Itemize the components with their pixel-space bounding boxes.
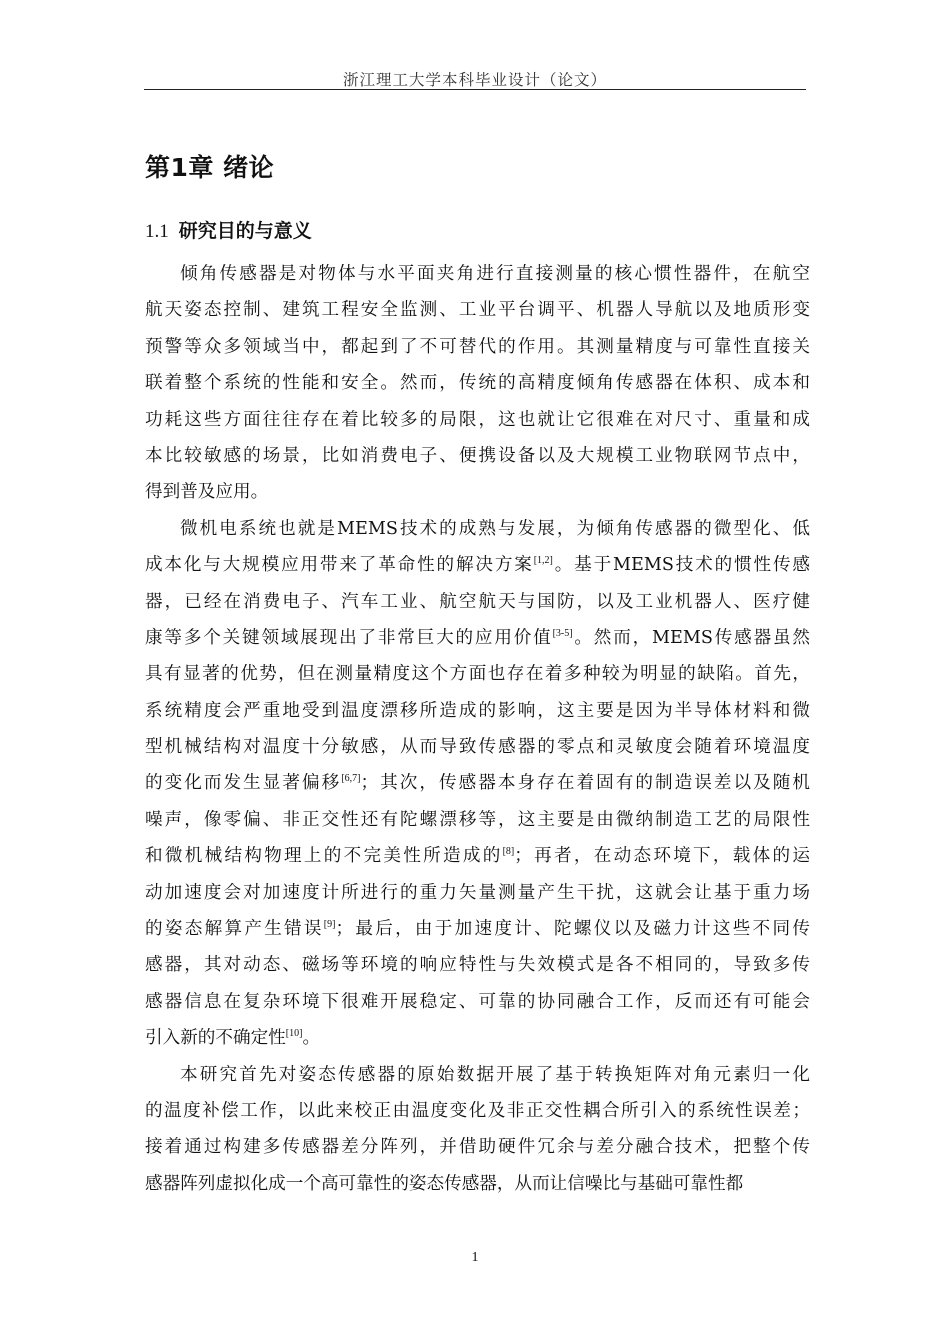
line-text: 的变化而发生显著偏移 bbox=[145, 773, 342, 794]
citation-marker: [6,7] bbox=[341, 773, 361, 785]
running-header: 浙江理工大学本科毕业设计（论文） bbox=[342, 71, 607, 89]
line-text: 感器，其对动态、磁场等环境的响应特性与失效模式是各不相同的，导致多传 bbox=[145, 955, 810, 976]
line-text: 感器信息在复杂环境下很难开展稳定、可靠的协同融合工作，反而还有可能会 bbox=[145, 991, 810, 1012]
line-text: 航天姿态控制、建筑工程安全监测、工业平台调平、机器人导航以及地质形变 bbox=[145, 300, 810, 321]
paragraph-line bbox=[145, 656, 810, 692]
paragraph-line bbox=[145, 292, 810, 328]
paragraph-line bbox=[145, 1129, 810, 1165]
paragraph-line bbox=[145, 438, 810, 474]
header-divider bbox=[144, 89, 806, 90]
line-text: 成本化与大规模应用带来了革命性的解决方案 bbox=[145, 555, 534, 576]
line-text: ；再者，在动态环境下，载体的运 bbox=[514, 846, 810, 867]
section-title: 研究目的与意义 bbox=[178, 220, 312, 242]
line-text: 具有显著的优势，但在测量精度这个方面也存在着多种较为明显的缺陷。首先， bbox=[145, 664, 810, 685]
line-text: 微机电系统也就是MEMS技术的成熟与发展，为倾角传感器的微型化、低 bbox=[180, 518, 810, 539]
paragraph-line bbox=[145, 729, 810, 765]
line-text: 预警等众多领域当中，都起到了不可替代的作用。其测量精度与可靠性直接关 bbox=[145, 336, 810, 357]
citation-marker: [1,2] bbox=[533, 555, 553, 567]
paragraph-line bbox=[145, 984, 810, 1020]
line-text: 。然而，MEMS传感器虽然 bbox=[572, 627, 810, 648]
citation-marker: [10] bbox=[285, 1028, 303, 1040]
chapter-title: 第1章 绪论 bbox=[145, 153, 275, 182]
body-text bbox=[145, 256, 810, 1202]
paragraph-line bbox=[145, 547, 810, 583]
line-text: 得到普及应用。 bbox=[145, 482, 269, 503]
page-number: 1 bbox=[471, 1250, 479, 1265]
line-text: 的温度补偿工作，以此来校正由温度变化及非正交性耦合所引入的系统性误差； bbox=[145, 1100, 810, 1121]
line-text: 倾角传感器是对物体与水平面夹角进行直接测量的核心惯性器件，在航空 bbox=[180, 264, 810, 284]
paragraph-line bbox=[145, 402, 810, 438]
citation-marker: [3-5] bbox=[552, 627, 573, 639]
line-text: 功耗这些方面往往存在着比较多的局限，这也就让它很难在对尺寸、重量和成 bbox=[145, 409, 810, 430]
paragraph-line bbox=[145, 474, 810, 510]
section-heading bbox=[145, 216, 312, 243]
line-text: 联着整个系统的性能和安全。然而，传统的高精度倾角传感器在体积、成本和 bbox=[145, 373, 810, 394]
paragraph-line bbox=[145, 1020, 810, 1056]
paragraph-line bbox=[145, 875, 810, 911]
line-text: ；其次，传感器本身存在着固有的制造误差以及随机 bbox=[360, 773, 810, 794]
paragraph-line bbox=[145, 838, 810, 874]
paragraph-line bbox=[145, 584, 810, 620]
line-text: 。 bbox=[302, 1028, 321, 1049]
paragraph-line bbox=[145, 1057, 810, 1093]
paragraph-line bbox=[145, 365, 810, 401]
line-text: ；最后，由于加速度计、陀螺仪以及磁力计这些不同传 bbox=[335, 919, 810, 940]
paragraph-line bbox=[145, 802, 810, 838]
paragraph-line bbox=[145, 765, 810, 801]
paragraph-line bbox=[145, 1093, 810, 1129]
line-text: 型机械结构对温度十分敏感，从而导致传感器的零点和灵敏度会随着环境温度 bbox=[145, 737, 810, 758]
line-text: 器，已经在消费电子、汽车工业、航空航天与国防，以及工业机器人、医疗健 bbox=[145, 591, 810, 612]
paragraph-line bbox=[145, 620, 810, 656]
paragraph-line bbox=[145, 947, 810, 983]
paragraph-line bbox=[145, 693, 810, 729]
paragraph-line bbox=[145, 329, 810, 365]
line-text: 本比较敏感的场景，比如消费电子、便携设备以及大规模工业物联网节点中， bbox=[145, 445, 810, 466]
line-text: 动加速度会对加速度计所进行的重力矢量测量产生干扰，这就会让基于重力场 bbox=[145, 882, 810, 903]
citation-marker: [9] bbox=[323, 919, 336, 931]
line-text: 本研究首先对姿态传感器的原始数据开展了基于转换矩阵对角元素归一化 bbox=[180, 1064, 810, 1085]
paragraph-line bbox=[145, 911, 810, 947]
line-text: 噪声，像零偏、非正交性还有陀螺漂移等，这主要是由微纳制造工艺的局限性 bbox=[145, 809, 810, 830]
line-text: 感器阵列虚拟化成一个高可靠性的姿态传感器，从而让信噪比与基础可靠性都 bbox=[145, 1173, 744, 1194]
line-text: 系统精度会严重地受到温度漂移所造成的影响，这主要是因为半导体材料和微 bbox=[145, 700, 810, 721]
line-text: 的姿态解算产生错误 bbox=[145, 919, 324, 940]
paragraph-line bbox=[145, 256, 810, 292]
line-text: 引入新的不确定性 bbox=[145, 1028, 286, 1049]
line-text: 接着通过构建多传感器差分阵列，并借助硬件冗余与差分融合技术，把整个传 bbox=[145, 1137, 810, 1158]
section-number: 1.1 bbox=[145, 221, 169, 242]
paragraph-line bbox=[145, 1166, 810, 1202]
line-text: 。基于MEMS技术的惯性传感 bbox=[552, 555, 810, 576]
line-text: 和微机械结构物理上的不完美性所造成的 bbox=[145, 846, 503, 867]
line-text: 康等多个关键领域展现出了非常巨大的应用价值 bbox=[145, 627, 553, 648]
paragraph-line bbox=[145, 511, 810, 547]
citation-marker: [8] bbox=[502, 846, 515, 858]
